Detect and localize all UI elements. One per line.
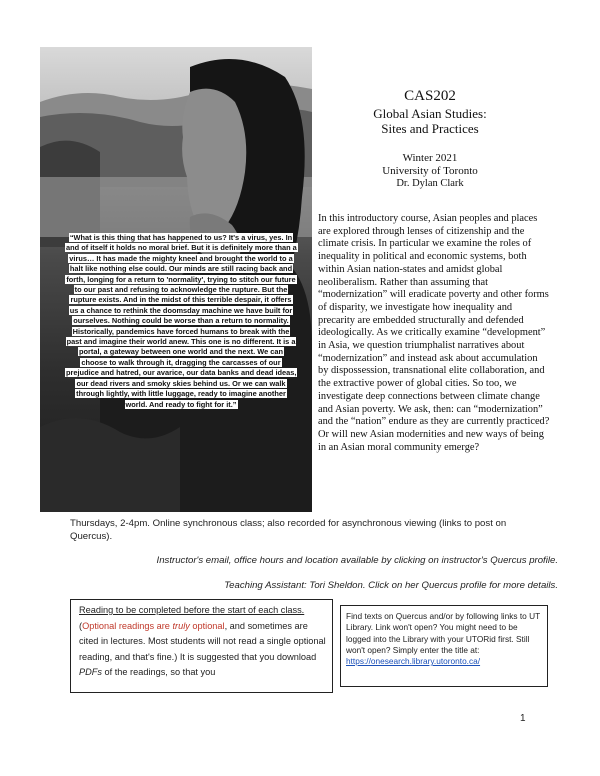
course-title-line1: Global Asian Studies:	[373, 106, 487, 121]
optional-truly: truly	[172, 620, 190, 631]
library-search-link[interactable]: https://onesearch.library.utoronto.ca/	[346, 656, 481, 667]
reading-heading: Reading to be completed before the start of each class.	[79, 605, 305, 615]
library-instructions: Find texts on Quercus and/or by following links to UT Library. Link won't open? You might need to be logged into the Library with your UTORid first. Still won't open? Simply enter the title at:	[346, 611, 540, 655]
reading-instructions-box	[70, 599, 333, 693]
quote-highlight: “What is this thing that has happened to us? It's a virus, yes. In and of itself it holds no moral brief. But it is definitely more than a virus… It has made the mighty kneel and brought the world to a halt like nothing else could. Our minds are still racing back and forth, longing for a return to 'normality', trying to stitch our future to our past and refusing to acknowledge the rupture. But the rupture exists. And in the midst of this terrible despair, it offers us a chance to rethink the doomsday machine we have built for ourselves. Nothing could be worse than a return to normality. Historically, pandemics have forced humans to break with the past and imagine their world anew. This one is no different. It is a portal, a gateway between one world and the next. We can choose to walk through it, dragging the carcasses of our prejudice and hatred, our avarice, our data banks and dead ideas, our dead rivers and smoky skies behind us. Or we can walk through lightly, with little luggage, ready to imagine another world. And ready to fight for it.”	[66, 233, 297, 409]
teaching-assistant-note: Teaching Assistant: Tori Sheldon. Click on her Quercus profile for more details.	[224, 580, 558, 591]
open-paren: (	[79, 620, 83, 631]
reading-tail: of the readings, so that you	[101, 667, 216, 677]
page-number: 1	[520, 713, 526, 724]
course-code: CAS202	[404, 88, 456, 104]
course-title-line2: Sites and Practices	[381, 121, 479, 136]
reading-body: , and sometimes are cited in lectures. Most students will not read a single optional reading, and that's fine.) It is suggested that you download	[79, 620, 326, 662]
course-term: Winter 2021	[402, 152, 458, 164]
optional-post: optional	[189, 620, 225, 631]
class-schedule: Thursdays, 2-4pm. Online synchronous class; also recorded for asynchronous viewing (links to post on Quercus).	[70, 518, 507, 542]
optional-pre: Optional readings are	[82, 620, 173, 631]
pdfs-text: PDFs	[79, 667, 102, 677]
instructor-name: Dr. Dylan Clark	[396, 178, 464, 189]
university-name: University of Toronto	[382, 165, 478, 177]
library-access-box	[340, 605, 548, 687]
optional-readings-note	[82, 621, 225, 631]
instructor-contact-note: Instructor's email, office hours and location available by clicking on instructor's Quercus profile.	[156, 555, 558, 566]
course-description: In this introductory course, Asian peoples and places are explored through lenses of citizenship and the climate crisis. In particular we examine the roles of inequality in political and economic systems, both within Asian nation-states and amidst global neoliberalism. Rather than assuming that “modernization” will eradicate poverty and other forms of disparity, we investigate how inequality and precarity are embedded structurally and defended ideologically. As we critically examine “development” in Asia, we question triumphalist narratives about “modernization” and instead ask about accumulation by dispossession, transnational elite collaboration, and the extractive power of global cities. So too, we investigate deep connections between climate change and Asian poverty. We ask, then: can “modernization” and the “nation” endure as they are currently practiced? Or will new Asian modernities and new ways of being in an Asian moral community emerge?	[318, 213, 550, 453]
quote-text	[65, 233, 297, 410]
cover-photo	[40, 47, 312, 512]
